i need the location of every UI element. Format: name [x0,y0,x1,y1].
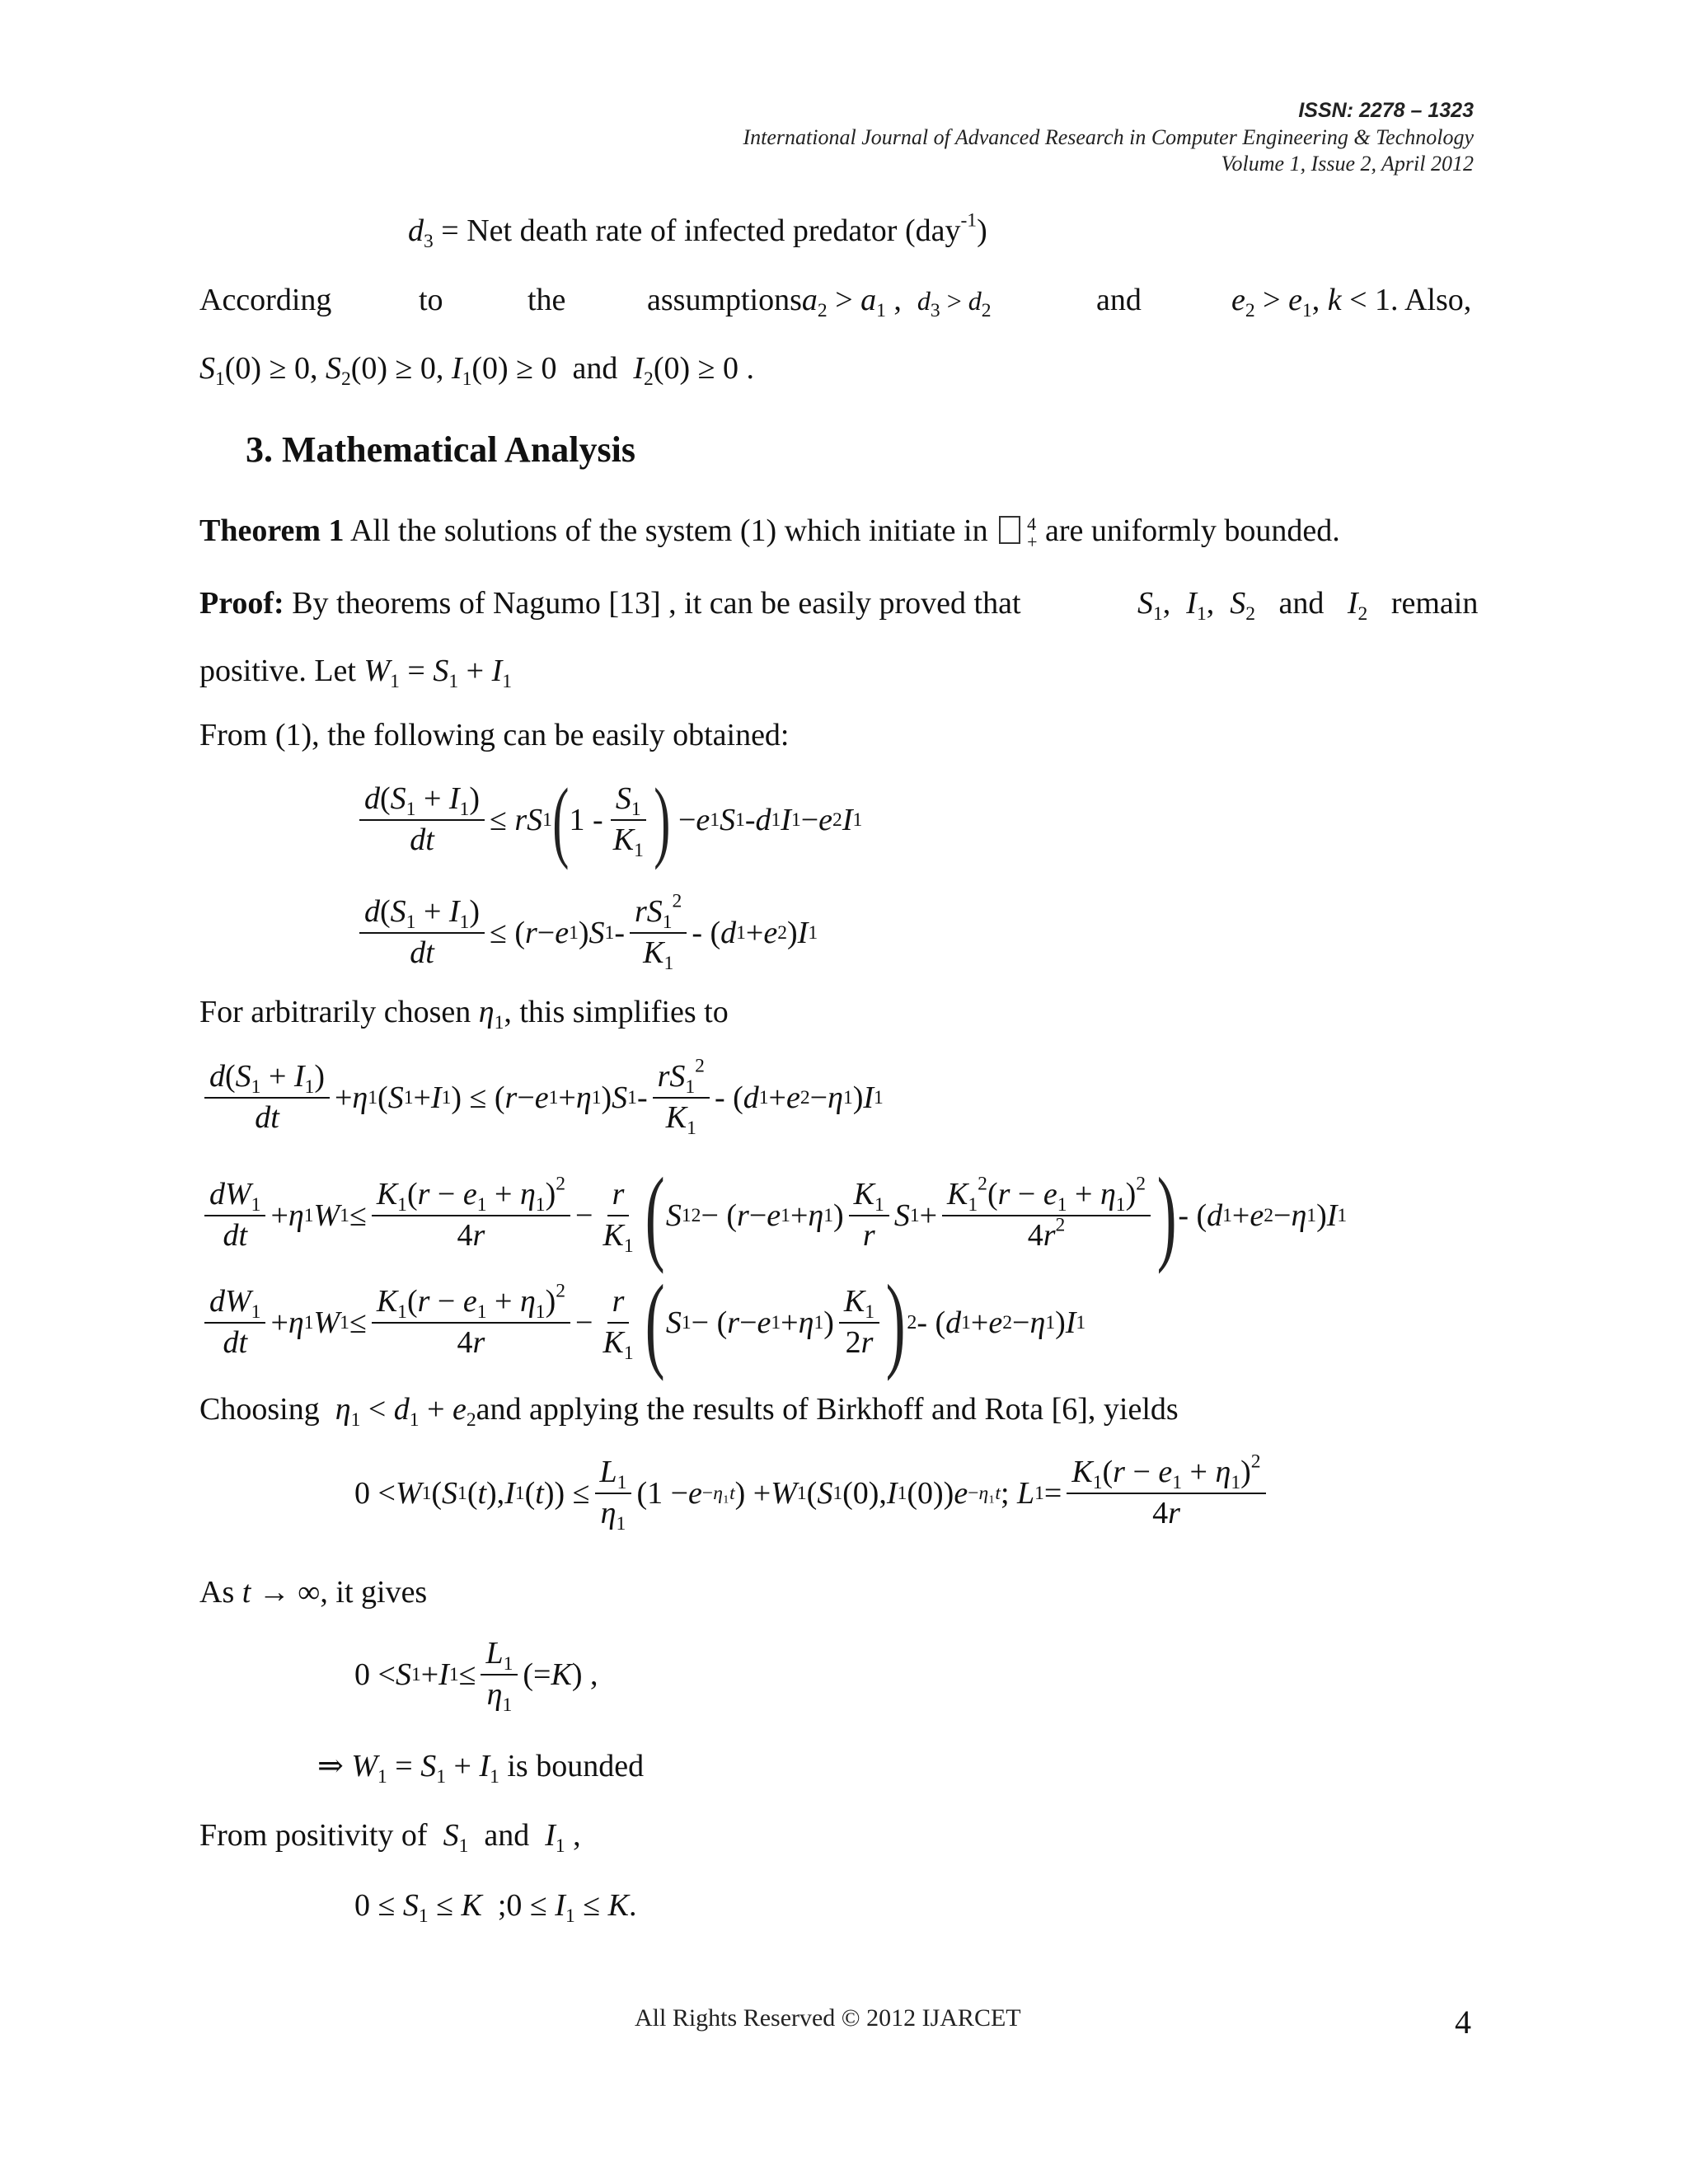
d3-definition: $d_3$ = Net death rate of infected predator (day$^{-1}$) [408,209,987,253]
arbitrary-line: For arbitrarily chosen $\eta_1$, this simplifies to [199,995,729,1034]
section-title: 3. Mathematical Analysis [246,429,635,470]
equation-7: 0 < S 1 + I 1 ≤ $\frac{L_1}{\eta_1}$ (= K ) , [354,1636,598,1716]
reals-glyph-icon [999,516,1020,544]
proof-line: Proof: By theorems of Nagumo [13] , it can be easily proved that [199,586,1021,621]
the-word: the [528,283,566,317]
as-t-line: As t → ∞, it gives [199,1575,428,1610]
from-1: From (1), the following can be easily obtained: [199,718,790,752]
according-word: According [199,283,332,317]
equation-3: $\frac{d(S_1 + I_1)}{dt}$ + η 1 ( S 1 + I 1 ) ≤ ( r − e 1 + η 1 ) S 1 - $\frac{rS_1^2}{K_1}$ - ( d 1 + e 2 − η 1 ) I 1 [199,1059,884,1136]
footer-rights: All Rights Reserved © 2012 IJARCET [635,2004,1021,2032]
d3-text: Net death rate of infected predator (day [467,213,961,248]
volume-info: Volume 1, Issue 2, April 2012 [1221,152,1474,176]
equation-4: $\frac{dW_1}{dt}$ + η 1 W 1 ≤ $\frac{K_1(r - e_1 + \eta_1)^2}{4r}$ − $\frac{r}{K_1}$ ( S 1 2 − ( r − e 1 + η 1 ) $\frac{K_1}{r}$ S 1 + $\frac{K_1^2(r - e_1 + \eta_1)^2}{4r^2}$ ) - ( d 1 + e 2 − η 1 ) I 1 [199,1162,1347,1269]
page-number: 4 [1455,2004,1471,2041]
positivity-line: From positivity of $S_1$ and $I_1$ , [199,1818,581,1858]
e-condition: $e_2 > e_1$, k < 1. Also, [1231,283,1472,322]
issn: ISSN: 2278 – 1323 [1298,99,1474,122]
theorem-1: Theorem 1 All the solutions of the system (1) which initiate in 4 + are uniformly bounded. [199,513,1340,553]
positive-let: positive. Let $W_1 = S_1 + I_1$ [199,654,512,693]
journal-name: International Journal of Advanced Research in Computer Engineering & Technology [743,125,1474,149]
proof-variables: $S_1$, $I_1$, $S_2$ and $I_2$ remain [1137,586,1479,626]
and-word: and [1096,283,1142,317]
final-bounds: $0 \le S_1 \le K$ ;0 ≤ $I_1 \le K$. [354,1888,637,1928]
equation-1: $\frac{d(S_1 + I_1)}{dt}$ ≤ rS 1 ( 1 - $\frac{S_1}{K_1}$ ) − e 1 S 1 - d 1 I 1 − e 2 I 1 [354,775,862,865]
equation-5: $\frac{dW_1}{dt}$ + η 1 W 1 ≤ $\frac{K_1(r - e_1 + \eta_1)^2}{4r}$ − $\frac{r}{K_1}$ ( S 1 − ( r − e 1 + η 1 ) $\frac{K_1}{2r}$ ) 2 - ( d 1 + e 2 − η 1 ) I 1 [199,1269,1085,1376]
choosing-line: Choosing $\eta_1 < d_1 + e_2and$ applying the results of Birkhoff and Rota [6], yields [199,1392,1179,1432]
equation-2: $\frac{d(S_1 + I_1)}{dt}$ ≤ ( r − e 1 ) S 1 - $\frac{rS_1^2}{K_1}$ - ( d 1 + e 2 ) I 1 [354,894,818,971]
to-word: to [419,283,443,317]
assumptions-math: assumptionsa$_2$ > $a_1$ , $d_3 > d_2$ [647,283,992,322]
equation-6: 0 < W 1 ( S 1 ( t ), I 1 ( t )) ≤ $\frac{L_1}{\eta_1}$ (1 − e −η₁t ) + W 1 ( S 1 (0), I 1 (0)) e −η₁t ; L 1 = $\frac{K_1(r - e_1 + \eta_1)^2}{4r}$ [354,1455,1271,1531]
initial-conditions: $S_1(0) \ge 0$, $S_2(0) \ge 0$, $I_1(0) \ge 0$ and $I_2(0) \ge 0$ . [199,351,754,391]
bounded-line: ⇒ $W_1 = S_1 + I_1$ is bounded [317,1749,645,1788]
